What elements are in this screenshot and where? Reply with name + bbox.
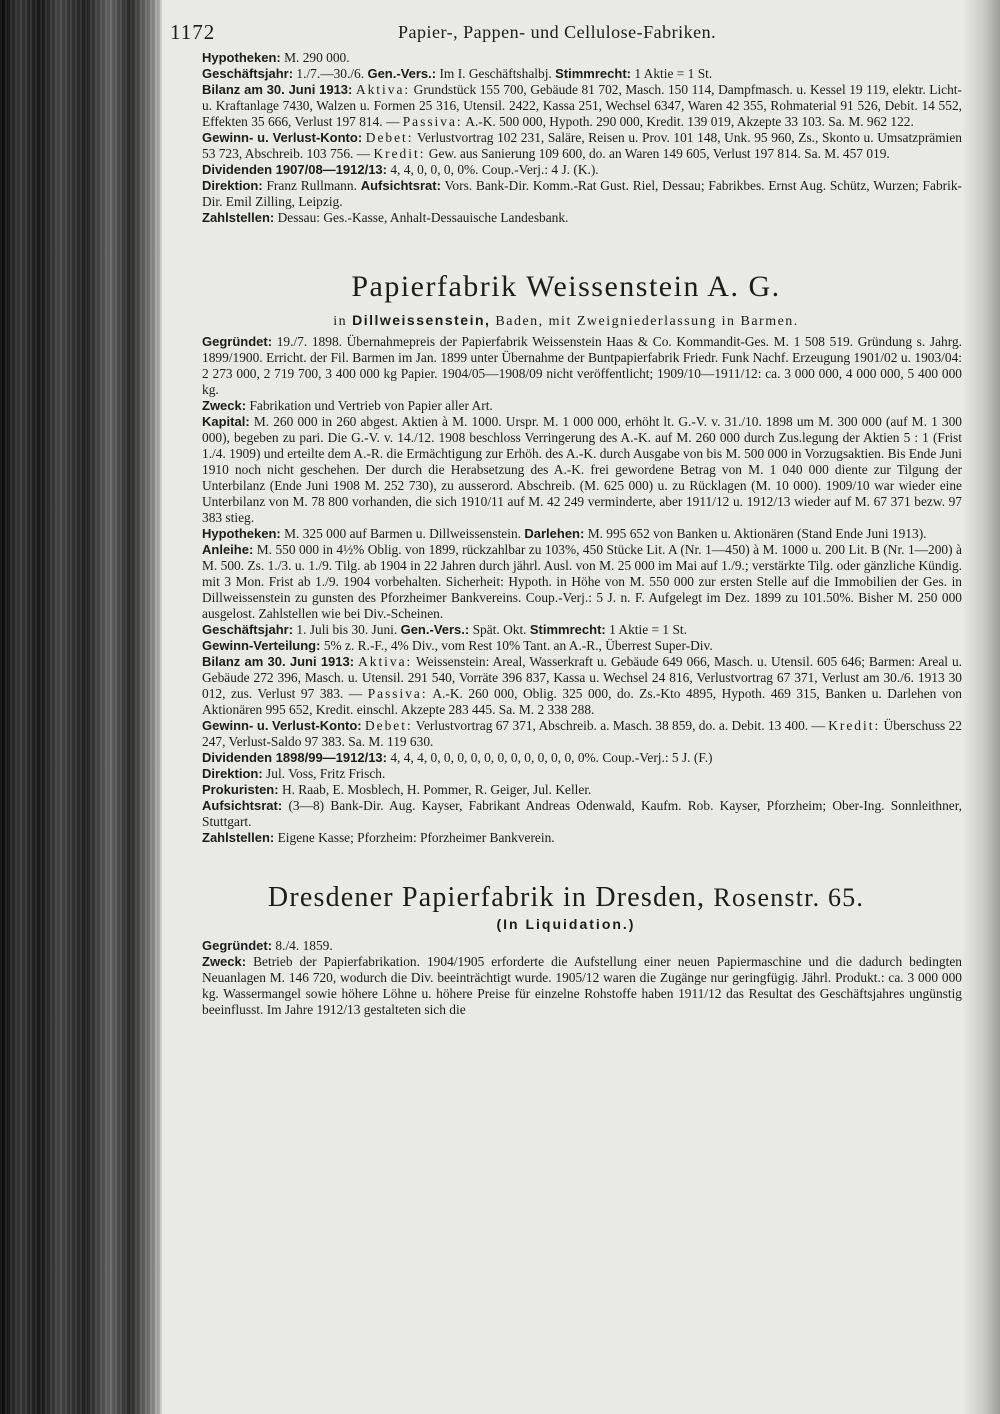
paragraph-geschaeftsjahr bbox=[170, 622, 962, 638]
text-bilanz-passiva: A.-K. 260 000, Oblig. 325 000, do. Zs.-Kto 4895, Hypoth. 469 315, Banken u. Darlehen von Aktionären 995 652, Kredit. einschl. Akzepte 283 445. Sa. M. 2 338 288. bbox=[202, 686, 962, 717]
paragraph-gegruendet bbox=[170, 938, 962, 954]
label-dividenden: Dividenden 1898/99—1912/13: bbox=[202, 750, 387, 765]
text-genvers: Im I. Geschäftshalbj. bbox=[439, 66, 552, 81]
label-stimmrecht: Stimmrecht: bbox=[529, 622, 606, 637]
text-stimmrecht: 1 Aktie = 1 St. bbox=[634, 66, 713, 81]
subtitle-prefix: in bbox=[333, 314, 348, 329]
word-debet: Debet: bbox=[365, 130, 414, 145]
text-gegruendet: 8./4. 1859. bbox=[275, 938, 333, 953]
paragraph-guv bbox=[170, 130, 962, 162]
text-bilanz-aktiva: Grundstück 155 700, Gebäude 81 702, Masch. 150 114, Dampfmasch. u. Kessel 19 119, elektr. Licht- u. Kraftanlage 7430, Walzen u. Formen 25 316, Utensil. 2422, Kassa 251, Wechsel 6347, Waren 42 355, Rohmaterial 91 526, Debit. 14 552, Effekten 35 666, Verlust 197 814. — bbox=[202, 82, 962, 129]
book-spine bbox=[0, 0, 162, 1414]
text-dividenden: 4, 4, 0, 0, 0, 0%. Coup.-Verj.: 4 J. (K.). bbox=[390, 162, 599, 177]
word-kredit: Kredit: bbox=[828, 718, 881, 733]
text-genvers: Spät. Okt. bbox=[472, 622, 527, 637]
label-zahlstellen: Zahlstellen: bbox=[202, 210, 275, 225]
paragraph-bilanz bbox=[170, 82, 962, 130]
word-kredit: Kredit: bbox=[373, 146, 426, 161]
label-darlehen: Darlehen: bbox=[524, 526, 585, 541]
label-dividenden: Dividenden 1907/08—1912/13: bbox=[202, 162, 387, 177]
label-bilanz: Bilanz am 30. Juni 1913: bbox=[202, 82, 353, 97]
label-hypotheken: Hypotheken: bbox=[202, 526, 281, 541]
paragraph-gewinnverteilung bbox=[170, 638, 962, 654]
text-aufsichtsrat: (3—8) Bank-Dir. Aug. Kayser, Fabrikant Andreas Odenwald, Kaufm. Rob. Kayser, Pforzheim; Ober-Ing. Sonnleithner, Stuttgart. bbox=[202, 798, 962, 829]
label-geschaeftsjahr: Geschäftsjahr: bbox=[202, 66, 294, 81]
paragraph-geschaeftsjahr bbox=[170, 66, 962, 82]
word-passiva: Passiva: bbox=[402, 114, 463, 129]
text-zahlstellen: Eigene Kasse; Pforzheim: Pforzheimer Bankverein. bbox=[277, 830, 555, 845]
label-direktion: Direktion: bbox=[202, 766, 263, 781]
entry-title-weissenstein: Papierfabrik Weissenstein A. G. bbox=[351, 270, 781, 303]
paragraph-zahlstellen bbox=[170, 830, 962, 846]
paragraph-direktion bbox=[170, 178, 962, 210]
paragraph-hypotheken-darlehen bbox=[170, 526, 962, 542]
label-bilanz: Bilanz am 30. Juni 1913: bbox=[202, 654, 355, 669]
text-prokuristen: H. Raab, E. Mosblech, H. Pommer, R. Geiger, Jul. Keller. bbox=[281, 782, 592, 797]
text-zahlstellen: Dessau: Ges.-Kasse, Anhalt-Dessauische Landesbank. bbox=[277, 210, 569, 225]
label-prokuristen: Prokuristen: bbox=[202, 782, 279, 797]
page-number: 1172 bbox=[170, 20, 216, 44]
word-aktiva: Aktiva: bbox=[358, 654, 413, 669]
entry-weissenstein bbox=[170, 334, 962, 846]
text-guv-kredit: Gew. aus Sanierung 109 600, do. an Waren 149 605, Verlust 197 814. Sa. M. 457 019. bbox=[428, 146, 890, 161]
entry-dresdener bbox=[170, 938, 962, 1018]
label-direktion: Direktion: bbox=[202, 178, 263, 193]
page bbox=[170, 14, 962, 1018]
text-guv-debet: Verlustvortrag 102 231, Saläre, Reisen u. Prov. 101 148, Unk. 95 960, Zs., Skonto u. Umsatzprämien 53 723, Abschreib. 103 756. — bbox=[202, 130, 962, 161]
paragraph-zahlstellen bbox=[170, 210, 962, 226]
entry-title-main: Dresdener Papierfabrik in Dresden, bbox=[267, 882, 706, 913]
text-direktion: Franz Rullmann. bbox=[266, 178, 357, 193]
paragraph-guv bbox=[170, 718, 962, 750]
page-header bbox=[170, 14, 962, 50]
paragraph-zweck bbox=[170, 398, 962, 414]
page-edge-shadow bbox=[962, 0, 1000, 1414]
text-bilanz-passiva: A.-K. 500 000, Hypoth. 290 000, Kredit. 139 019, Akzepte 33 103. Sa. M. 962 122. bbox=[465, 114, 914, 129]
text-dividenden: 4, 4, 4, 0, 0, 0, 0, 0, 0, 0, 0, 0, 0, 0, 0%. Coup.-Verj.: 5 J. (F.) bbox=[390, 750, 713, 765]
label-gewinnverteilung: Gewinn-Verteilung: bbox=[202, 638, 321, 653]
text-kapital: M. 260 000 in 260 abgest. Aktien à M. 1000. Urspr. M. 1 000 000, erhöht lt. G.-V. v. 31./10. 1898 um M. 300 000 (auf M. 1 300 000), begeben zu pari. Die G.-V. v. 14./12. 1908 beschloss Verringerung des A.-K. auf M. 260 000 durch Zus.legung der Aktien 5 : 1 (Frist 1./4. 1909) und erteilte dem A.-R. die Ermächtigung zur Erhöh. des A.-K. durch Ausgabe von bis M. 500 000 in Vorzugsaktien. Bis Ende Juni 1910 noch nicht geschehen. Der durch die Herabsetzung des A.-K. frei gewordene Betrag von M. 1 040 000 diente zur Tilgung der Unterbilanz (Ende Juni 1908 M. 252 730), zu ausserord. Abschreib. (M. 625 000) u. zu Rücklagen (M. 10 000). 1909/10 war wieder eine Unterbilanz von M. 78 800 vorhanden, die sich 1910/11 auf M. 42 249 verminderte, aber 1911/12 u. 1912/13 wieder auf M. 67 371 bezw. 97 383 stieg. bbox=[202, 414, 962, 525]
running-title: Papier-, Pappen- und Cellulose-Fabriken. bbox=[398, 22, 717, 42]
label-genvers: Gen.-Vers.: bbox=[400, 622, 470, 637]
text-zweck: Betrieb der Papierfabrikation. 1904/1905 erforderte die Aufstellung einer neuen Papiermaschine und die dadurch bedingten Neuanlagen M. 146 720, wodurch die Div. beeinträchtigt wurde. 1905/12 waren die Zugänge nur geringfügig. Jährl. Produkt.: ca. 3 000 000 kg. Wassermangel sowie höhere Löhne u. höhere Preise für einzelne Rohstoffe haben 1911/12 das Resultat des Geschäftsjahres ungünstig beeinflusst. Im Jahre 1912/13 gestalteten sich die bbox=[202, 954, 962, 1017]
paragraph-prokuristen bbox=[170, 782, 962, 798]
label-guv: Gewinn- u. Verlust-Konto: bbox=[202, 130, 363, 145]
text-anleihe: M. 550 000 in 4½% Oblig. von 1899, rückzahlbar zu 103%, 450 Stücke Lit. A (Nr. 1—450) à M. 1000 u. 200 Lit. B (Nr. 1—200) à M. 500. Zs. 1./3. u. 1./9. Tilg. ab 1904 in 22 Jahren durch jährl. Ausl. von M. 25 000 im Mai auf 1./9.; verstärkte Tilg. oder gänzliche Kündig. mit 3 Mon. Frist ab 1./9. 1904 vorbehalten. Sicherheit: Hypoth. in Höhe von M. 550 000 zur ersten Stelle auf die Immobilien der Ges. in Dillweissenstein zu gunsten des Pforzheimer Bankvereins. Coup.-Verj.: 5 J. n. F. Aufgelegt im Dez. 1899 zu 101.50%. Bisher M. 250 000 ausgelost. Zahlstellen wie bei Div.-Scheinen. bbox=[202, 542, 962, 621]
paragraph-gegruendet bbox=[170, 334, 962, 398]
entry-title-place: Rosenstr. 65. bbox=[713, 883, 865, 912]
label-zahlstellen: Zahlstellen: bbox=[202, 830, 275, 845]
label-gegruendet: Gegründet: bbox=[202, 938, 273, 953]
text-guv-kredit: Überschuss 22 247, Verlust-Saldo 97 383. Sa. M. 119 630. bbox=[202, 718, 963, 749]
word-debet: Debet: bbox=[364, 718, 413, 733]
label-guv: Gewinn- u. Verlust-Konto: bbox=[202, 718, 362, 733]
text-gewinnverteilung: 5% z. R.-F., 4% Div., vom Rest 10% Tant. an A.-R., Überrest Super-Div. bbox=[323, 638, 713, 653]
label-zweck: Zweck: bbox=[202, 954, 247, 969]
label-genvers: Gen.-Vers.: bbox=[367, 66, 437, 81]
subtitle-suffix: Baden, mit Zweigniederlassung in Barmen. bbox=[495, 314, 799, 329]
paragraph-direktion bbox=[170, 766, 962, 782]
label-kapital: Kapital: bbox=[202, 414, 250, 429]
label-aufsichtsrat: Aufsichtsrat: bbox=[202, 798, 283, 813]
paragraph-aufsichtsrat bbox=[170, 798, 962, 830]
text-hypotheken: M. 290 000. bbox=[284, 50, 350, 65]
text-direktion: Jul. Voss, Fritz Frisch. bbox=[266, 766, 386, 781]
text-bilanz-aktiva: Weissenstein: Areal, Wasserkraft u. Gebäude 649 066, Masch. u. Utensil. 605 646; Barmen: Areal u. Gebäude 272 396, Masch. u. Utensil. 291 540, Vorräte 396 837, Kassa u. Wechsel 24 816, Verlustvortrag 67 371, Verlust am 30./6. 1913 30 012, zus. Verlust 97 383. — bbox=[202, 654, 962, 701]
label-hypotheken: Hypotheken: bbox=[202, 50, 281, 65]
text-aufsichtsrat: Vors. Bank-Dir. Komm.-Rat Gust. Riel, Dessau; Fabrikbes. Ernst Aug. Schütz, Wurzen; Fabrik-Dir. Emil Zilling, Leipzig. bbox=[202, 178, 962, 209]
text-gegruendet: 19./7. 1898. Übernahmepreis der Papierfabrik Weissenstein Haas & Co. Kommandit-Ges. M. 1 508 519. Gründung s. Jahrg. 1899/1900. Erricht. der Fil. Barmen im Jan. 1899 unter Übernahme der Buntpapierfabrik Friedr. Funk Nachf. Erzeugung 1901/02 u. 1903/04: 2 273 000, 2 719 700, 3 400 000 kg Papier. 1904/05—1908/09 nicht veröffentlicht; 1909/10—1911/12: ca. 3 000 000, 4 000 000, 5 400 000 kg. bbox=[202, 334, 962, 397]
word-passiva: Passiva: bbox=[367, 686, 428, 701]
liquidation-status: (In Liquidation.) bbox=[496, 916, 636, 932]
paragraph-zweck bbox=[170, 954, 962, 1018]
paragraph-dividenden bbox=[170, 750, 962, 766]
paragraph-anleihe bbox=[170, 542, 962, 622]
text-geschaeftsjahr: 1./7.—30./6. bbox=[296, 66, 365, 81]
label-geschaeftsjahr: Geschäftsjahr: bbox=[202, 622, 294, 637]
paragraph-bilanz bbox=[170, 654, 962, 718]
text-stimmrecht: 1 Aktie = 1 St. bbox=[609, 622, 687, 637]
label-stimmrecht: Stimmrecht: bbox=[555, 66, 631, 81]
label-zweck: Zweck: bbox=[202, 398, 247, 413]
text-zweck: Fabrikation und Vertrieb von Papier aller Art. bbox=[249, 398, 493, 413]
paragraph-dividenden bbox=[170, 162, 962, 178]
entry-continued bbox=[170, 50, 962, 226]
text-hypotheken: M. 325 000 auf Barmen u. Dillweissenstein. bbox=[284, 526, 521, 541]
paragraph-kapital bbox=[170, 414, 962, 526]
text-darlehen: M. 995 652 von Banken u. Aktionären (Stand Ende Juni 1913). bbox=[587, 526, 927, 541]
label-anleihe: Anleihe: bbox=[202, 542, 254, 557]
label-gegruendet: Gegründet: bbox=[202, 334, 273, 349]
text-geschaeftsjahr: 1. Juli bis 30. Juni. bbox=[296, 622, 398, 637]
entry-subtitle-weissenstein bbox=[170, 312, 962, 330]
label-aufsichtsrat: Aufsichtsrat: bbox=[360, 178, 441, 193]
subtitle-place: Dillweissenstein, bbox=[352, 312, 491, 328]
entry-title-dresdener bbox=[170, 882, 962, 914]
text-guv-debet: Verlustvortrag 67 371, Abschreib. a. Masch. 38 859, do. a. Debit. 13 400. — bbox=[415, 718, 825, 733]
paragraph-hypotheken bbox=[170, 50, 962, 66]
word-aktiva: Aktiva: bbox=[355, 82, 411, 97]
